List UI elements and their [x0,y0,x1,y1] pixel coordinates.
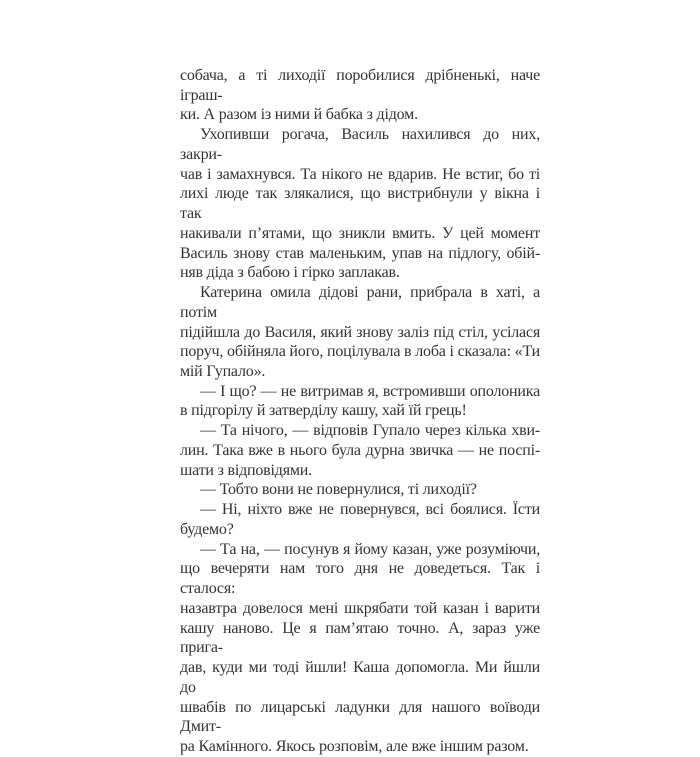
paragraph [180,421,540,480]
text-line: — Тобто вони не повернулися, ті лиходії? [200,481,477,499]
text-line: — Та на, — посунув я йому казан, уже розуміючи, [200,540,540,558]
text-line: дав, куди ми тоді йшли! Каша допомогла. Ми йшли до [180,659,540,696]
paragraph [180,382,540,421]
text-line: ра Камінного. Якось розповім, але вже іншим разом. [180,737,529,755]
text-line: лин. Така вже в нього була дурна звичка — не поспі- [180,441,540,459]
paragraph [180,283,540,382]
text-line: мій Гупало». [180,363,266,381]
text-line: Ухопивши рогача, Василь нахилився до них, закри- [180,126,540,163]
paragraph [180,540,540,757]
page-text-block [180,66,540,757]
text-line: в підгорілу й затверділу кашу, хай їй грець! [180,402,467,420]
text-line: назавтра довелося мені шкрябати той казан і варити [180,599,540,617]
paragraph [180,125,540,283]
text-line: — Ні, ніхто вже не повернувся, всі боялися. Їсти [200,501,540,519]
text-line: няв діда з бабою і гірко заплакав. [180,264,400,282]
text-line: ки. А разом із ними й бабка з дідом. [180,106,418,124]
paragraph [180,66,540,125]
text-line: підійшла до Василя, який знову заліз під стіл, усілася [180,323,540,341]
text-line: будемо? [180,520,234,538]
text-line: швабів по лицарські ладунки для нашого воїводи Дмит- [180,698,540,736]
text-line: Василь знову став маленьким, упав на підлогу, обій- [180,244,540,262]
text-line: кашу наново. Це я пам’ятаю точно. А, зараз уже прига- [180,619,540,657]
text-line: собача, а ті лиходії поробилися дрібненькі, наче іграш- [180,67,540,104]
text-line: Катерина омила дідові рани, прибрала в хаті, а потім [180,284,540,321]
paragraph [180,480,540,500]
text-line: що вечеряти нам того дня не доведеться. Так і сталося: [180,560,540,598]
text-line: — І що? — не витримав я, встромивши ополоника [200,382,540,400]
text-line: шати з відповідями. [180,461,312,479]
text-line: чав і замахнувся. Та нікого не вдарив. Не встиг, бо ті [180,165,540,183]
text-line: накивали п’ятами, що зникли вмить. У цей момент [180,224,540,242]
text-line: — Та нічого, — відповів Гупало через кілька хви- [200,422,540,440]
paragraph [180,500,540,539]
text-line: поруч, обійняла його, поцілувала в лоба і сказала: «Ти [180,343,540,361]
text-line: лихі люде так злякалися, що вистрибнули у вікна і так [180,185,540,223]
